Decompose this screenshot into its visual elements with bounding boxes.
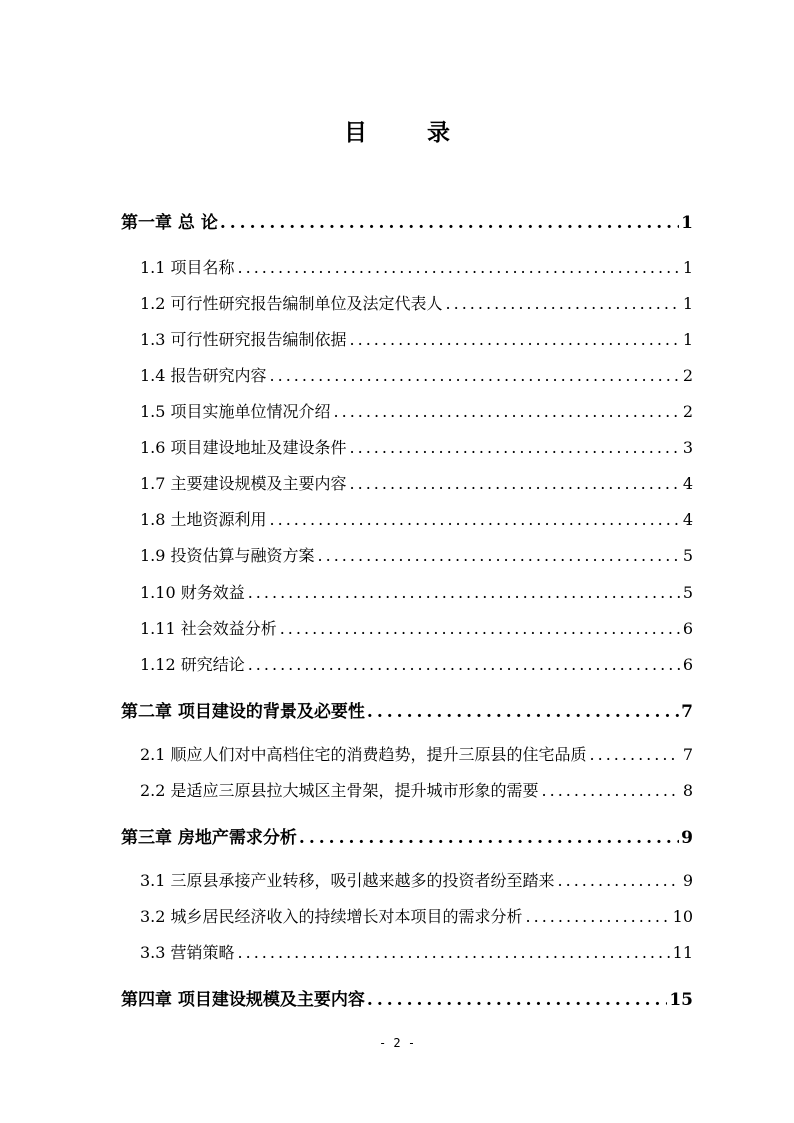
toc-label: 第二章 项目建设的背景及必要性: [121, 702, 365, 722]
toc-leader: [350, 438, 680, 457]
toc-leader: [270, 366, 680, 385]
toc-page: 1: [682, 258, 693, 277]
toc-page: 1: [682, 294, 693, 313]
toc-section[interactable]: [140, 363, 693, 386]
toc-page: 7: [681, 702, 693, 722]
toc-label: 1.6 项目建设地址及建设条件: [140, 438, 347, 457]
toc-page: 15: [669, 990, 693, 1010]
toc-leader: [542, 781, 680, 800]
toc-label: 1.1 项目名称: [140, 258, 235, 277]
toc-page: 8: [682, 781, 693, 800]
toc-section[interactable]: [140, 543, 693, 566]
toc-page: 2: [682, 366, 693, 385]
toc-section[interactable]: [140, 904, 693, 927]
toc-leader: [367, 990, 667, 1010]
toc-section[interactable]: [140, 580, 693, 603]
toc-label: 1.12 研究结论: [140, 655, 245, 674]
toc-chapter[interactable]: [121, 985, 693, 1010]
toc-leader: [220, 213, 679, 233]
toc-label: 第三章 房地产需求分析: [121, 828, 297, 848]
toc-page: 9: [682, 871, 693, 890]
toc-label: 1.3 可行性研究报告编制依据: [140, 330, 347, 349]
toc-section[interactable]: [140, 742, 693, 765]
toc-leader: [238, 943, 670, 962]
toc-label: 1.11 社会效益分析: [140, 619, 277, 638]
toc-section[interactable]: [140, 255, 693, 278]
toc-label: 3.1 三原县承接产业转移，吸引越来越多的投资者纷至踏来: [140, 871, 555, 890]
toc-leader: [334, 402, 680, 421]
toc-label: 1.4 报告研究内容: [140, 366, 267, 385]
toc-section[interactable]: [140, 778, 693, 801]
toc-page: 6: [682, 619, 693, 638]
toc-label: 1.7 主要建设规模及主要内容: [140, 474, 347, 493]
toc-page: 1: [681, 213, 693, 233]
toc-page: 9: [681, 828, 693, 848]
toc-leader: [558, 871, 680, 890]
toc-leader: [248, 655, 680, 674]
toc-label: 1.9 投资估算与融资方案: [140, 546, 315, 565]
toc-label: 3.2 城乡居民经济收入的持续增长对本项目的需求分析: [140, 907, 523, 926]
toc-section[interactable]: [140, 399, 693, 422]
toc-page: 5: [682, 583, 693, 602]
toc-section[interactable]: [140, 940, 693, 963]
toc-section[interactable]: [140, 435, 693, 458]
toc-leader: [350, 474, 680, 493]
toc-page: 1: [682, 330, 693, 349]
toc-page: 11: [672, 943, 693, 962]
toc-chapter[interactable]: [121, 697, 693, 722]
toc-label: 1.2 可行性研究报告编制单位及法定代表人: [140, 294, 443, 313]
toc-section[interactable]: [140, 471, 693, 494]
toc-leader: [299, 828, 679, 848]
toc-page: 2: [682, 402, 693, 421]
toc-label: 1.8 土地资源利用: [140, 510, 267, 529]
toc-page: 4: [682, 474, 693, 493]
toc-label: 第一章 总 论: [121, 213, 218, 233]
toc-label: 1.5 项目实施单位情况介绍: [140, 402, 331, 421]
toc-leader: [248, 583, 680, 602]
toc-leader: [590, 745, 680, 764]
toc-section[interactable]: [140, 291, 693, 314]
toc-page: 10: [672, 907, 693, 926]
toc-section[interactable]: [140, 652, 693, 675]
toc-page: 3: [682, 438, 693, 457]
toc-label: 3.3 营销策略: [140, 943, 235, 962]
toc-leader: [280, 619, 680, 638]
toc-leader: [270, 510, 680, 529]
page-number-footer: - 2 -: [378, 1036, 416, 1050]
toc-leader: [318, 546, 680, 565]
toc-page: 6: [682, 655, 693, 674]
toc-label: 1.10 财务效益: [140, 583, 245, 602]
toc-page: 4: [682, 510, 693, 529]
toc-chapter[interactable]: [121, 823, 693, 848]
toc-leader: [446, 294, 680, 313]
toc-chapter[interactable]: [121, 208, 693, 233]
toc-leader: [238, 258, 680, 277]
toc-label: 2.2 是适应三原县拉大城区主骨架，提升城市形象的需要: [140, 781, 539, 800]
toc-section[interactable]: [140, 507, 693, 530]
toc-section[interactable]: [140, 616, 693, 639]
toc-label: 第四章 项目建设规模及主要内容: [121, 990, 365, 1010]
toc-page: 5: [682, 546, 693, 565]
toc-leader: [526, 907, 670, 926]
toc-section[interactable]: [140, 868, 693, 891]
toc-leader: [367, 702, 679, 722]
toc-section[interactable]: [140, 327, 693, 350]
page-title: 目 录: [343, 119, 476, 146]
toc-page: 7: [682, 745, 693, 764]
toc-label: 2.1 顺应人们对中高档住宅的消费趋势，提升三原县的住宅品质: [140, 745, 587, 764]
toc-leader: [350, 330, 680, 349]
